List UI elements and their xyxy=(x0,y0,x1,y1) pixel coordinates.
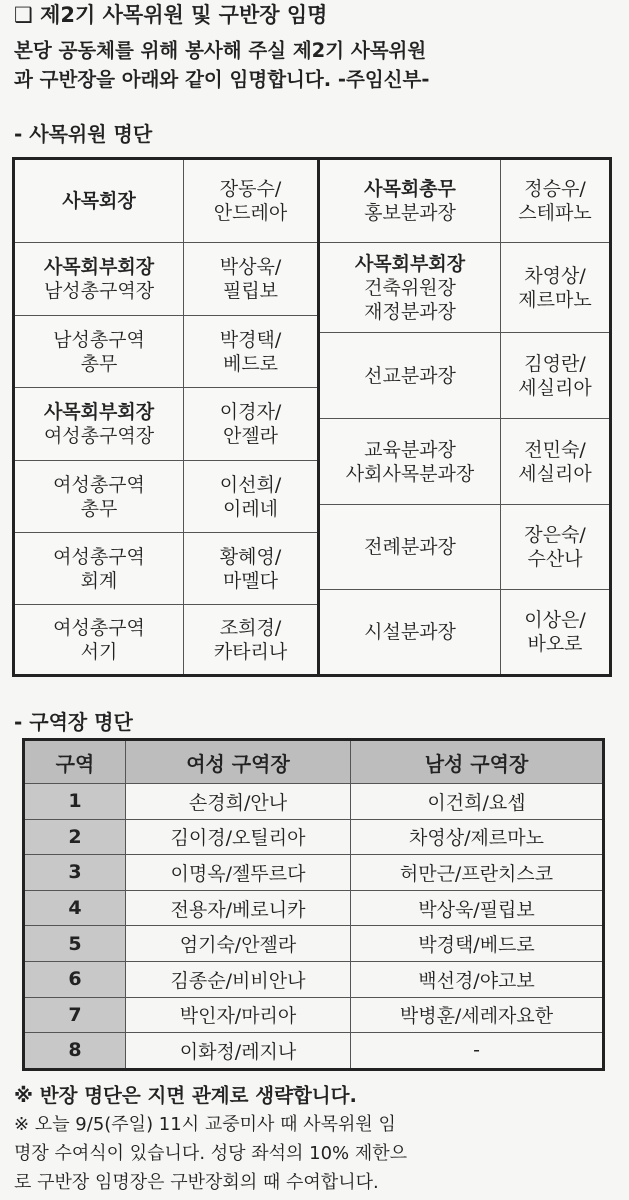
name-line: 이경자/ xyxy=(219,401,282,423)
name-line: 베드로 xyxy=(222,352,279,375)
district-number: 4 xyxy=(24,890,126,926)
officer-name xyxy=(184,461,317,532)
header-district: 구역 xyxy=(24,740,126,784)
officer-name xyxy=(184,160,317,242)
position-line: 전례분과장 xyxy=(364,536,456,558)
district-number: 3 xyxy=(24,855,126,891)
name-line: 스테파노 xyxy=(518,202,592,224)
position-line: 사회사목분과장 xyxy=(345,462,475,485)
officer-name xyxy=(501,505,609,589)
note-ceremony xyxy=(14,1110,407,1197)
position-line: 재정분과장 xyxy=(364,300,456,323)
officer-row xyxy=(320,243,609,333)
name-line: 박상욱/ xyxy=(219,256,282,278)
district-number: 1 xyxy=(24,784,126,820)
women-leader: 김이경/오틸리아 xyxy=(126,819,351,855)
district-section-title: - 구역장 명단 xyxy=(14,710,133,734)
name-line: 바오로 xyxy=(527,633,583,655)
name-line: 수산나 xyxy=(527,548,583,570)
table-row xyxy=(24,819,604,855)
name-line: 마멜다 xyxy=(222,569,279,592)
name-line: 황혜영/ xyxy=(219,545,282,568)
position-line: 사목회부회장 xyxy=(43,256,155,278)
name-line: 세실리아 xyxy=(518,462,592,485)
men-leader: 차영상/제르마노 xyxy=(351,819,604,855)
name-line: 김영란/ xyxy=(524,352,586,375)
district-header-row xyxy=(24,740,604,784)
position-line: 남성총구역장 xyxy=(43,280,155,302)
position-line: 여성총구역장 xyxy=(43,425,155,447)
name-line: 이선희/ xyxy=(219,473,282,496)
position-line: 홍보분과장 xyxy=(364,202,456,224)
women-leader: 이화정/레지나 xyxy=(126,1033,351,1070)
district-number: 5 xyxy=(24,926,126,962)
position-line: 여성총구역 xyxy=(53,473,145,496)
officer-name xyxy=(184,533,317,604)
officer-row xyxy=(15,461,317,533)
officer-position xyxy=(320,419,501,504)
officer-row xyxy=(320,333,609,419)
officer-name xyxy=(184,388,317,460)
name-line: 안드레아 xyxy=(213,202,288,224)
officers-section-title: - 사목위원 명단 xyxy=(14,122,153,146)
officer-position xyxy=(15,316,184,387)
officer-row xyxy=(15,160,317,243)
position-line: 서기 xyxy=(80,640,118,663)
women-leader: 김종순/비비안나 xyxy=(126,961,351,997)
officer-row xyxy=(15,243,317,316)
officer-name xyxy=(501,160,609,242)
header-men: 남성 구역장 xyxy=(351,740,604,784)
district-number: 7 xyxy=(24,997,126,1033)
officers-right-column xyxy=(320,160,609,674)
position-line: 사목회총무 xyxy=(364,178,456,200)
position-line: 남성총구역 xyxy=(53,328,145,351)
name-line: 차영상/ xyxy=(524,264,586,287)
officer-name xyxy=(501,590,609,674)
table-row xyxy=(24,855,604,891)
officer-position xyxy=(320,243,501,332)
position-line: 회계 xyxy=(80,569,118,592)
men-leader: - xyxy=(351,1033,604,1070)
officer-name xyxy=(501,333,609,418)
district-number: 2 xyxy=(24,819,126,855)
officer-name xyxy=(501,243,609,332)
officer-position xyxy=(15,533,184,604)
position-line: 여성총구역 xyxy=(53,616,145,639)
women-leader: 손경희/안나 xyxy=(126,784,351,820)
header-women: 여성 구역장 xyxy=(126,740,351,784)
position-line: 사목회부회장 xyxy=(354,252,466,275)
district-number: 8 xyxy=(24,1033,126,1070)
men-leader: 박병훈/세레자요한 xyxy=(351,997,604,1033)
name-line: 전민숙/ xyxy=(524,438,586,461)
name-line: 필립보 xyxy=(222,280,279,302)
name-line: 안젤라 xyxy=(222,425,279,447)
intro-text xyxy=(14,36,429,94)
officer-row xyxy=(320,160,609,243)
position-line: 여성총구역 xyxy=(53,545,145,568)
note-line: 로 구반장 임명장은 구반장회의 때 수여합니다. xyxy=(14,1172,379,1193)
officer-row xyxy=(15,388,317,461)
name-line: 장동수/ xyxy=(219,178,282,200)
table-row xyxy=(24,784,604,820)
name-line: 장은숙/ xyxy=(524,524,586,546)
position-line: 선교분과장 xyxy=(364,364,456,387)
officer-position xyxy=(15,160,184,242)
officer-position xyxy=(15,243,184,315)
district-table xyxy=(22,738,605,1071)
officer-name xyxy=(184,243,317,315)
officer-row xyxy=(320,419,609,505)
name-line: 세실리아 xyxy=(518,376,592,399)
men-leader: 허만근/프란치스코 xyxy=(351,855,604,891)
name-line: 카타리나 xyxy=(213,640,288,663)
officer-name xyxy=(184,605,317,674)
name-line: 이레네 xyxy=(222,497,279,520)
position-line: 사목회부회장 xyxy=(43,401,155,423)
position-line: 교육분과장 xyxy=(364,438,456,461)
officer-row xyxy=(320,590,609,674)
women-leader: 전용자/베로니카 xyxy=(126,890,351,926)
officer-position xyxy=(15,461,184,532)
table-row xyxy=(24,890,604,926)
officer-row xyxy=(320,505,609,590)
officer-row xyxy=(15,533,317,605)
position-line: 총무 xyxy=(80,352,118,375)
officer-name xyxy=(501,419,609,504)
intro-line: 과 구반장을 아래와 같이 임명합니다. -주임신부- xyxy=(14,68,430,91)
men-leader: 박경택/베드로 xyxy=(351,926,604,962)
officer-position xyxy=(15,605,184,674)
officer-position xyxy=(320,160,501,242)
position-line: 건축위원장 xyxy=(364,276,456,299)
officer-position xyxy=(320,590,501,674)
men-leader: 백선경/야고보 xyxy=(351,961,604,997)
name-line: 정승우/ xyxy=(524,178,586,200)
position-line: 사목회장 xyxy=(62,190,136,212)
note-line: ※ 오늘 9/5(주일) 11시 교중미사 때 사목위원 임 xyxy=(14,1114,396,1135)
name-line: 이상은/ xyxy=(524,609,586,631)
table-row xyxy=(24,926,604,962)
officer-name xyxy=(184,316,317,387)
officer-row xyxy=(15,605,317,674)
men-leader: 이건희/요셉 xyxy=(351,784,604,820)
name-line: 박경택/ xyxy=(219,328,282,351)
table-row xyxy=(24,961,604,997)
district-number: 6 xyxy=(24,961,126,997)
page-title: ❑ 제2기 사목위원 및 구반장 임명 xyxy=(14,3,328,27)
officers-left-column xyxy=(15,160,320,674)
intro-line: 본당 공동체를 위해 봉사해 주실 제2기 사목위원 xyxy=(14,39,427,62)
women-leader: 이명옥/젤뚜르다 xyxy=(126,855,351,891)
note-line: 명장 수여식이 있습니다. 성당 좌석의 10% 제한으 xyxy=(14,1143,408,1164)
officer-position xyxy=(15,388,184,460)
position-line: 총무 xyxy=(80,497,118,520)
officer-row xyxy=(15,316,317,388)
men-leader: 박상욱/필립보 xyxy=(351,890,604,926)
note-omitted: ※ 반장 명단은 지면 관계로 생략합니다. xyxy=(14,1084,357,1107)
officers-table xyxy=(12,157,612,677)
officer-position xyxy=(320,505,501,589)
name-line: 제르마노 xyxy=(518,288,592,311)
officer-position xyxy=(320,333,501,418)
position-line: 시설분과장 xyxy=(364,621,456,643)
table-row xyxy=(24,1033,604,1070)
women-leader: 엄기숙/안젤라 xyxy=(126,926,351,962)
table-row xyxy=(24,997,604,1033)
women-leader: 박인자/마리아 xyxy=(126,997,351,1033)
name-line: 조희경/ xyxy=(219,616,282,639)
